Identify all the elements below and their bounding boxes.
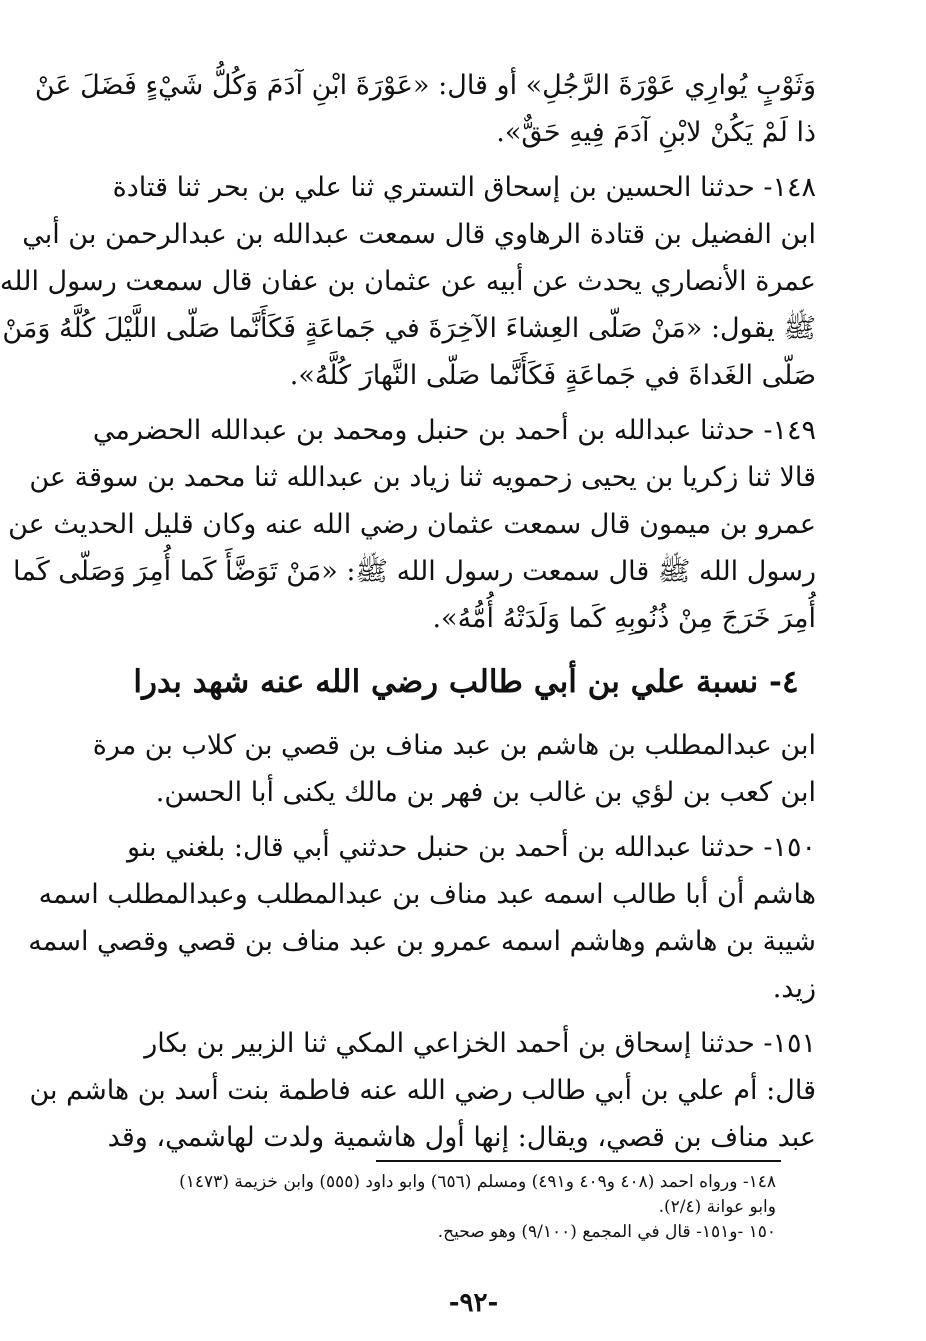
lineage-paragraph [92,722,816,816]
footnote-line: ١٤٨- ورواه احمد (٤٠٨ و٤٠٩ و٤٩١) ومسلم (٦٥٦) وابو داود (٥٥٥) وابن خزيمة (١٤٧٣) [179,1172,776,1192]
footnote-line: ١٥٠ -و١٥١- قال في المجمع (٩/١٠٠) وهو صحيح. [437,1222,776,1242]
text-line: رسول الله ﷺ قال سمعت رسول الله ﷺ: «مَنْ تَوَضَّأَ كَما أُمِرَ وَصَلّى كَما [13,556,816,587]
text-line: صَلّى الغَداةَ في جَماعَةٍ فَكَأَنَّما صَلّى النَّهارَ كُلَّهُ». [289,360,816,391]
section-heading: ٤- نسبة علي بن أبي طالب رضي الله عنه شهد بدرا [133,664,799,700]
text-line: هاشم أن أبا طالب اسمه عبد مناف بن عبدالمطلب وعبدالمطلب اسمه [38,879,816,910]
paragraph-continuation [34,62,816,156]
text-line: شيبة بن هاشم وهاشم اسمه عمرو بن عبد مناف بن قصي وقصي اسمه [28,926,816,957]
text-line: عمرو بن ميمون قال سمعت عثمان رضي الله عنه وكان قليل الحديث عن [8,509,816,540]
page-body [0,62,816,1161]
hadith-149 [8,407,816,642]
text-line: ابن كعب بن لؤي بن غالب بن فهر بن مالك يكنى أبا الحسن. [155,777,816,808]
text-line: ١٥٠- حدثنا عبدالله بن أحمد بن حنبل حدثني أبي قال: بلغني بنو [126,832,816,863]
text-line: قال: أم علي بن أبي طالب رضي الله عنه فاطمة بنت أسد بن هاشم بن [29,1075,816,1106]
hadith-150 [28,824,816,1012]
footnote-line: وابو عوانة (٢/٤). [658,1197,776,1217]
text-line: زيد. [772,973,816,1004]
hadith-151 [29,1020,816,1161]
footnotes [116,1170,776,1245]
text-line: ١٤٨- حدثنا الحسين بن إسحاق التستري ثنا علي بن بحر ثنا قتادة [112,172,816,203]
text-line: ﷺ يقول: «مَنْ صَلّى العِشاءَ الآخِرَةَ في جَماعَةٍ فَكَأَنَّما صَلّى اللَّيْلَ كُلَّهُ وَمَنْ [2,313,816,344]
text-line: ١٤٩- حدثنا عبدالله بن أحمد بن حنبل ومحمد بن عبدالله الحضرمي [92,415,816,446]
text-line: وَثَوْبٍ يُوارِي عَوْرَةَ الرَّجُلِ» أو قال: «عَوْرَةَ ابْنِ آدَمَ وَكُلُّ شَيْءٍ فَضَلَ عَنْ [34,70,816,101]
page-number: -٩٢- [448,1288,499,1318]
text-line: أُمِرَ خَرَجَ مِنْ ذُنُوبِهِ كَما وَلَدَتْهُ أُمُّهُ». [432,603,816,634]
footnote-divider [376,1160,781,1162]
text-line: ابن الفضيل بن قتادة الرهاوي قال سمعت عبدالله بن عبدالرحمن بن أبي [22,219,816,250]
text-line: عبد مناف بن قصي، ويقال: إنها أول هاشمية ولدت لهاشمي، وقد [107,1122,816,1153]
text-line: قالا ثنا زكريا بن يحيى زحمويه ثنا زياد بن عبدالله ثنا محمد بن سوقة عن [29,462,816,493]
text-line: عمرة الأنصاري يحدث عن أبيه عن عثمان بن عفان قال سمعت رسول الله [0,266,816,297]
text-line: ذا لَمْ يَكُنْ لابْنِ آدَمَ فِيهِ حَقٌّ». [496,117,816,148]
hadith-148 [0,164,816,399]
text-line: ابن عبدالمطلب بن هاشم بن عبد مناف بن قصي بن كلاب بن مرة [92,730,816,761]
text-line: ١٥١- حدثنا إسحاق بن أحمد الخزاعي المكي ثنا الزبير بن بكار [144,1028,816,1059]
